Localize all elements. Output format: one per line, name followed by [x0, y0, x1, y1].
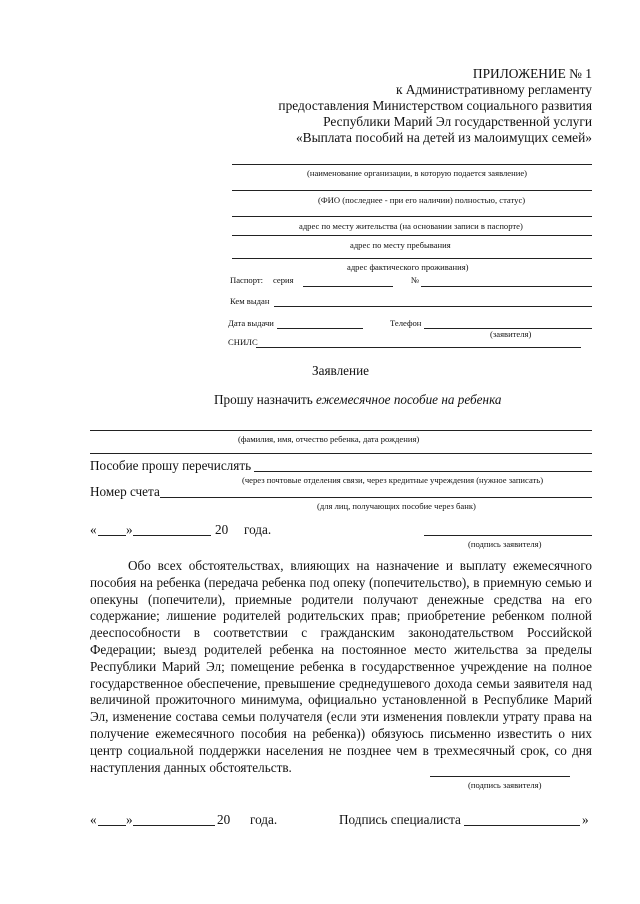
request-prefix: Прошу назначить — [214, 392, 317, 407]
child-info-line[interactable] — [90, 430, 592, 431]
applicant-signature-caption: (подпись заявителя) — [468, 539, 542, 549]
account-caption: (для лиц, получающих пособие через банк) — [317, 501, 476, 511]
child-info-caption: (фамилия, имя, отчество ребенка, дата рождения) — [238, 434, 420, 444]
passport-series-label: серия — [273, 275, 294, 285]
transfer-label: Пособие прошу перечислять — [90, 458, 252, 473]
obligation-text: Обо всех обстоятельствах, влияющих на назначение и выплату ежемесячного пособия на ребенка (передача ребенка под опеку (попечительство), в приемную семью и опекуны (попечители), приемные родители получают денежные средства на его содержание; лишение родителей родительских прав; приобретение ребенком полной дееспособности в соответствии с гражданским законодательством Российской Федерации; выезд родителей ребенка на постоянное место жительства за пределы Республики Марий Эл; помещение ребенка в государственное учреждение на полное государственное обеспечение, превышение среднедушевого дохода семьи заявителя над величиной прожиточного минимума, официально установленной в Республике Марий Эл, изменение состава семьи получателя (если эти изменения повлекли утрату права на получение ежемесячного пособия на ребенка)) обязуюсь письменно известить о них центр социальной поддержки населения не позднее чем в трехмесячный срок, со дня наступления данных обстоятельств. — [90, 558, 592, 775]
account-field[interactable] — [160, 497, 592, 498]
appendix-line-3: предоставления Министерством социального развития — [278, 98, 592, 113]
stay-address-line[interactable] — [232, 235, 592, 236]
transfer-caption: (через почтовые отделения связи, через кредитные учреждения (нужное записать) — [242, 475, 544, 485]
fio-line[interactable] — [232, 190, 592, 191]
footer-date-day-field[interactable] — [98, 825, 126, 826]
specialist-close-quote: » — [582, 812, 589, 827]
footer-year-prefix: 20 — [217, 812, 231, 827]
applicant-caption: (заявителя) — [490, 329, 532, 339]
appendix-line-2: к Административному регламенту — [395, 82, 592, 97]
passport-series-field[interactable] — [303, 286, 393, 287]
applicant-signature-line[interactable] — [424, 535, 592, 536]
obligation-signature-line[interactable] — [430, 776, 570, 777]
statement-title: Заявление — [312, 363, 369, 378]
stay-address-caption: адрес по месту пребывания — [350, 240, 451, 250]
passport-number-field[interactable] — [421, 286, 592, 287]
issued-by-field[interactable] — [274, 306, 592, 307]
org-name-caption: (наименование организации, в которую подается заявление) — [307, 168, 528, 178]
date-day-field[interactable] — [98, 535, 126, 536]
footer-date-close-quote: » — [126, 812, 133, 827]
fio-caption: (ФИО (последнее - при его наличии) полностью, статус) — [318, 195, 526, 205]
date-month-field[interactable] — [133, 535, 211, 536]
snils-label: СНИЛС — [228, 337, 258, 347]
specialist-signature-line[interactable] — [464, 825, 580, 826]
issue-date-label: Дата выдачи — [228, 318, 274, 328]
actual-address-caption: адрес фактического проживания) — [347, 262, 469, 272]
appendix-line-4: Республики Марий Эл государственной услуги — [323, 114, 592, 129]
issued-by-label: Кем выдан — [230, 296, 270, 306]
org-name-line[interactable] — [232, 164, 592, 165]
footer-date-month-field[interactable] — [133, 825, 215, 826]
obligation-paragraph — [90, 558, 592, 776]
footer-year-suffix: года. — [250, 812, 278, 827]
obligation-signature-caption: (подпись заявителя) — [468, 780, 542, 790]
account-label: Номер счета — [90, 484, 160, 499]
specialist-signature-label: Подпись специалиста — [339, 812, 461, 827]
request-text — [214, 392, 502, 408]
date-year-prefix: 20 — [215, 522, 229, 537]
transfer-field[interactable] — [254, 471, 592, 472]
footer-date-open-quote: « — [90, 812, 97, 827]
appendix-line-5: «Выплата пособий на детей из малоимущих семей» — [295, 130, 592, 145]
date-year-suffix: года. — [244, 522, 272, 537]
appendix-title: ПРИЛОЖЕНИЕ № 1 — [472, 66, 592, 81]
issue-date-field[interactable] — [277, 328, 363, 329]
request-italic: ежемесячное пособие на ребенка — [316, 392, 502, 407]
residence-address-line[interactable] — [232, 216, 592, 217]
passport-label: Паспорт: — [230, 275, 264, 285]
date-close-quote: » — [126, 522, 133, 537]
passport-number-label: № — [411, 275, 420, 285]
phone-label: Телефон — [390, 318, 422, 328]
date-open-quote: « — [90, 522, 97, 537]
snils-field[interactable] — [256, 347, 581, 348]
child-info-line-2[interactable] — [90, 453, 592, 454]
actual-address-line[interactable] — [232, 258, 592, 259]
residence-address-caption: адрес по месту жительства (на основании записи в паспорте) — [299, 221, 523, 231]
